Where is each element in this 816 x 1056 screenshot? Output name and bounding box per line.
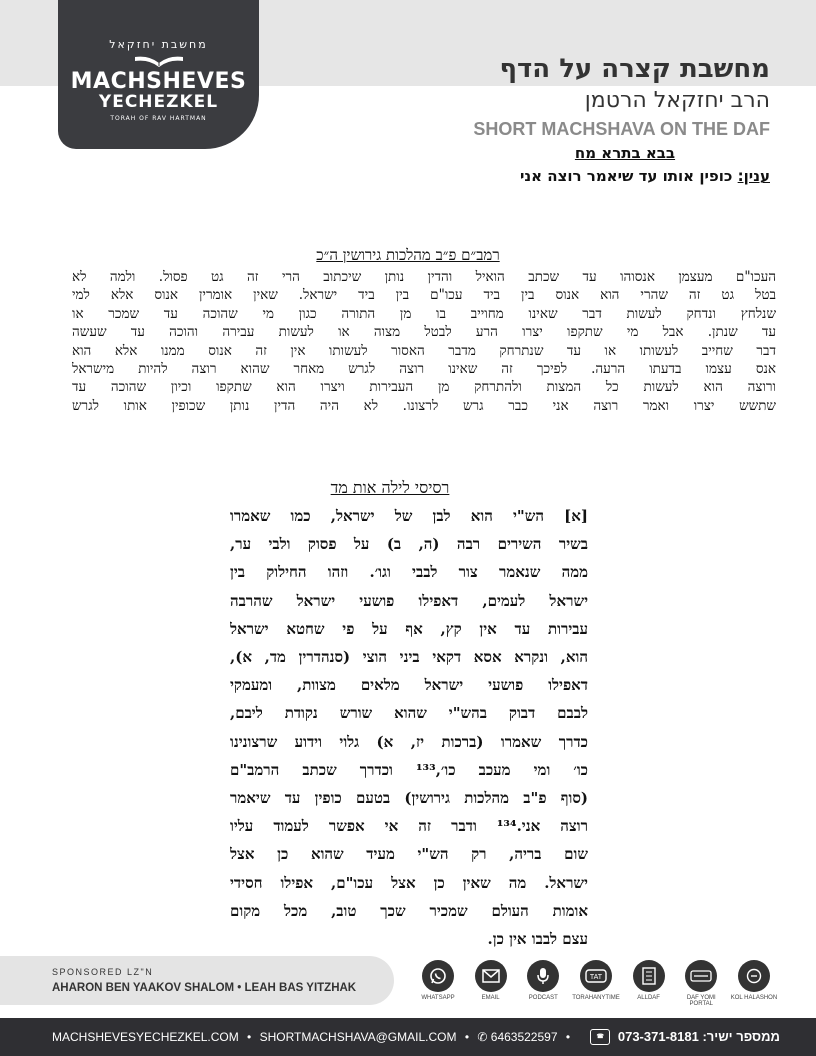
title-block	[310, 52, 770, 188]
source1-line: עד שנתן. אבל מי שתקפו יצרו הרע לבטל מצוה או לעשות עבירה והוכה עד שעשה	[72, 324, 776, 341]
kol-halashon-link[interactable]	[728, 960, 780, 1006]
daf-reference: בבא בתרא מח	[574, 144, 676, 162]
footer-contacts	[52, 1030, 575, 1044]
kol-halashon-small-icon: ☎	[590, 1029, 610, 1045]
torahanytime-label: TORAHANYTIME	[572, 995, 620, 1001]
source2-line: ישראל לעמים, דאפילו פושעי ישראל שהרבה	[230, 591, 588, 610]
email-address-link[interactable]: SHORTMACHSHAVA@GMAIL.COM	[259, 1030, 457, 1044]
whatsapp-number[interactable]: 6463522597	[490, 1030, 558, 1044]
source2-line: רוצה אני.¹³⁴ ודבר זה אי אפשר לעמוד עליו	[230, 817, 588, 836]
source2-line: עצם לבבו אין כן.	[487, 930, 588, 949]
daf-yomi-portal-link[interactable]	[675, 960, 727, 1006]
separator-dot: •	[464, 1030, 470, 1044]
source2-line: כדרך שאמרו (ברכות יז, א) גלוי וידוע שרצונינו	[230, 732, 588, 751]
footer-bar	[0, 1018, 816, 1056]
source2-line: [א] הש"י הוא לבן של ישראל, כמו שאמרו	[230, 507, 588, 525]
source1-line: בטל גט זה שהרי הוא אנוס בין ביד עכו"ם בין ביד ישראל. שאין אומרין אנוס אלא למי	[72, 287, 776, 304]
source2-title: רסיסי לילה אות מד	[330, 478, 450, 497]
alldaf-link[interactable]	[623, 960, 675, 1006]
whatsapp-small-icon: ✆	[477, 1030, 488, 1044]
sponsor-bar	[0, 956, 394, 1005]
source1-line: דבר שחייב לעשותו או עד שנתרחק מדבר האסור לעשותו אין זה אנוס ממנו אלא הוא	[72, 342, 776, 359]
source1-line: שתשש יצרו ואמר רוצה אני כבר גרש לרצונו. לא היה הדין נותן שכופין אותו לגרש	[72, 397, 776, 414]
source2-line: בשיר השירים רבה (ה, ב) על פסוק ולבי ער,	[230, 535, 588, 554]
daf-yomi-portal-icon	[685, 960, 717, 992]
svg-text:TAT: TAT	[589, 974, 603, 981]
whatsapp-label: WHATSAPP	[421, 995, 455, 1001]
podcast-link[interactable]	[517, 960, 569, 1006]
whatsapp-link[interactable]	[412, 960, 464, 1006]
logo-brand-line2: YECHEZKEL	[98, 92, 219, 112]
source2-line: דאפילו פושעי ישראל מלאים מצוות, ומעמקי	[230, 676, 588, 695]
logo-hebrew: מחשבת יחזקאל	[109, 38, 208, 51]
source1-line: שנלחץ ונדחק לעשות דבר שאינו מחוייב בו מן התורה כגון מי שהוכה עד שמכר או	[72, 305, 776, 322]
topic-text: כופין אותו עד שיאמר רוצה אני	[519, 167, 733, 185]
torahanytime-icon	[580, 960, 612, 992]
direct-phone	[586, 1029, 780, 1046]
media-icons-row	[412, 960, 780, 1006]
sponsor-names: AHARON BEN YAAKOV SHALOM • LEAH BAS YITZHAK	[52, 982, 357, 994]
source2-line: הוא, ונקרא אסא דקאי ביני הוצי (סנהדרין מד, א),	[230, 648, 588, 667]
source2-line: כו׳ ומי מעכב כו׳,¹³³ וכדרך שכתב הרמב"ם	[230, 760, 588, 779]
source2-line: לבבם דבוק בהש"י שהוא שורש נקודת ליבם,	[230, 704, 588, 723]
website-link[interactable]: MACHSHEVESYECHEZKEL.COM	[52, 1030, 239, 1044]
source2-line: ישראל. מה שאין כן אצל עכו"ם, אפילו חסידי	[230, 873, 588, 892]
kol-halashon-label: KOL HALASHON	[730, 995, 778, 1001]
source2-body	[230, 502, 588, 953]
source2-line: עבירות עד אין קץ, אף על פי שחטא ישראל	[230, 619, 588, 638]
source2-line: שום בריה, רק הש"י מעיד שהוא כן אצל	[230, 845, 588, 864]
book-icon	[129, 53, 189, 69]
torahanytime-link[interactable]	[570, 960, 622, 1006]
source1-line: העכו"ם מעצמן אנסוהו עד שכתב הואיל והדין נותן שיכתוב הרי זה גט פסול. ולמה לא	[72, 269, 776, 285]
email-label: EMAIL	[481, 995, 500, 1001]
sponsor-label: SPONSORED LZ"N	[52, 967, 154, 977]
source2-line: (סוף פ"ב מהלכות גירושין) בטעם כופין עד שיאמר	[230, 789, 588, 808]
separator-dot: •	[565, 1030, 571, 1044]
page-title: מחשבת קצרה על הדף	[499, 54, 770, 84]
email-icon	[475, 960, 507, 992]
topic-line	[310, 164, 770, 188]
alldaf-label: ALLDAF	[637, 995, 660, 1001]
separator-dot: •	[247, 1030, 252, 1044]
kol-halashon-icon	[738, 960, 770, 992]
logo	[58, 0, 259, 149]
source1-line: אנס עצמו בדעתו הרעה. לפיכך זה שאינו רוצה לגרש מאחר שהוא רוצה להיות מישראל	[72, 361, 776, 378]
source1-body	[72, 268, 776, 415]
phone-label: ממספר ישיר:	[702, 1028, 780, 1044]
whatsapp-icon	[422, 960, 454, 992]
english-title: SHORT MACHSHAVA ON THE DAF	[473, 119, 770, 139]
daf-yomi-portal-label: DAF YOMI PORTAL	[686, 995, 716, 1007]
source1-title: רמב״ם פ״ב מהלכות גירושין ה״כ	[316, 246, 500, 264]
alldaf-icon	[633, 960, 665, 992]
source1-line: ורוצה הוא לעשות כל המצות ולהתרחק מן העבירות ויצרו הוא שתקפו וכיון שהוכה עד	[72, 379, 776, 396]
author-name: הרב יחזקאל הרטמן	[584, 88, 770, 113]
podcast-label: PODCAST	[528, 995, 558, 1001]
topic-label: ענין:	[737, 167, 770, 185]
source2-line: אומות העולם שמכיר שכך טוב, מכל מקום	[230, 901, 588, 920]
source2-line: ממה שנאמר צור לבבי וגו׳. וזהו החילוק בין	[230, 563, 588, 582]
logo-brand-line1: MACHSHEVES	[70, 69, 247, 94]
email-link[interactable]	[465, 960, 517, 1006]
logo-tagline: TORAH OF RAV HARTMAN	[110, 115, 207, 122]
podcast-icon	[527, 960, 559, 992]
phone-number[interactable]: 073-371-8181	[617, 1028, 699, 1044]
